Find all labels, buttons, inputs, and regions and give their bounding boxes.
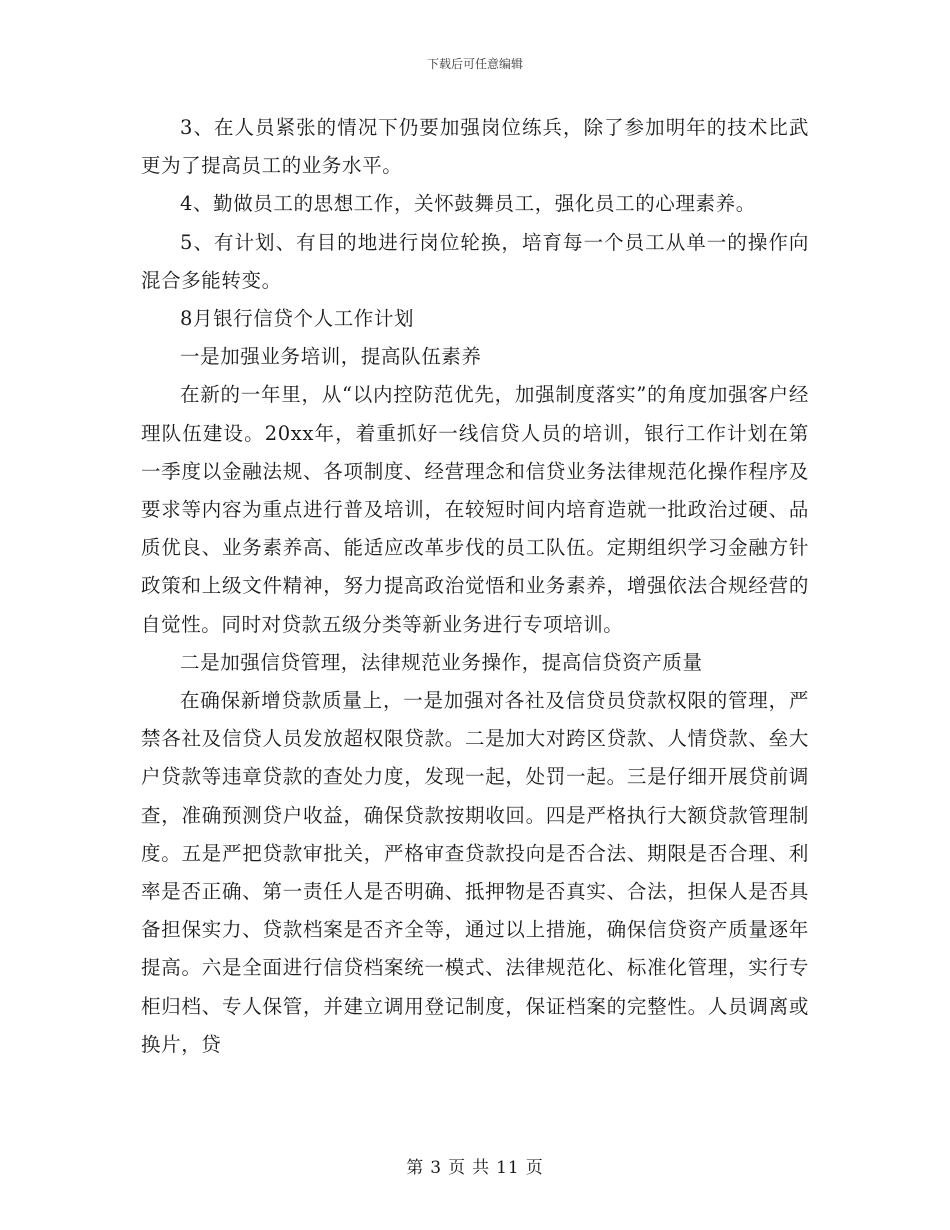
subheading-training: 一是加强业务培训，提高队伍素养 <box>180 345 482 369</box>
document-body <box>141 109 809 1064</box>
total-label: 共 <box>472 1158 491 1178</box>
page-header: 下载后可任意编辑 <box>426 57 523 71</box>
page-footer <box>0 1153 950 1178</box>
total-pages: 11 <box>496 1158 520 1178</box>
page-suffix: 页 <box>448 1158 467 1178</box>
paragraph-item-4: 4、勤做员工的思想工作，关怀鼓舞员工，强化员工的心理素养。 <box>180 192 756 216</box>
paragraph-item-5: 5、有计划、有目的地进行岗位轮换，培育每一个员工从单一的操作向混合多能转变。 <box>141 230 809 292</box>
page-label: 第 <box>406 1158 425 1178</box>
paragraph-item-3: 3、在人员紧张的情况下仍要加强岗位练兵，除了参加明年的技术比武更为了提高员工的业务水平。 <box>141 116 809 178</box>
paragraph-credit-management: 在确保新增贷款质量上，一是加强对各社及信贷员贷款权限的管理，严禁各社及信贷人员发放超权限贷款。二是加大对跨区贷款、人情贷款、垒大户贷款等违章贷款的查处力度，发现一起，处罚一起。三是仔细开展贷前调查，准确预测贷户收益，确保贷款按期收回。四是严格执行大额贷款管理制度。五是严把贷款审批关，严格审查贷款投向是否合法、期限是否合理、利率是否正确、第一责任人是否明确、抵押物是否真实、合法，担保人是否具备担保实力、贷款档案是否齐全等，通过以上措施，确保信贷资产质量逐年提高。六是全面进行信贷档案统一模式、法律规范化、标准化管理，实行专柜归档、专人保管，并建立调用登记制度，保证档案的完整性。人员调离或换片，贷 <box>141 689 809 1056</box>
total-suffix: 页 <box>525 1158 544 1178</box>
page-number: 3 <box>430 1158 443 1178</box>
section-title: 8月银行信贷个人工作计划 <box>180 307 415 331</box>
subheading-credit-management: 二是加强信贷管理，法律规范业务操作，提高信贷资产质量 <box>180 650 703 674</box>
paragraph-training: 在新的一年里，从“以内控防范优先，加强制度落实”的角度加强客户经理队伍建设。20xx年，着重抓好一线信贷人员的培训，银行工作计划在第一季度以金融法规、各项制度、经营理念和信贷业务法律规范化操作程序及要求等内容为重点进行普及培训，在较短时间内培育造就一批政治过硬、品质优良、业务素养高、能适应改革步伐的员工队伍。定期组织学习金融方针政策和上级文件精神，努力提高政治觉悟和业务素养，增强依法合规经营的自觉性。同时对贷款五级分类等新业务进行专项培训。 <box>141 383 809 636</box>
